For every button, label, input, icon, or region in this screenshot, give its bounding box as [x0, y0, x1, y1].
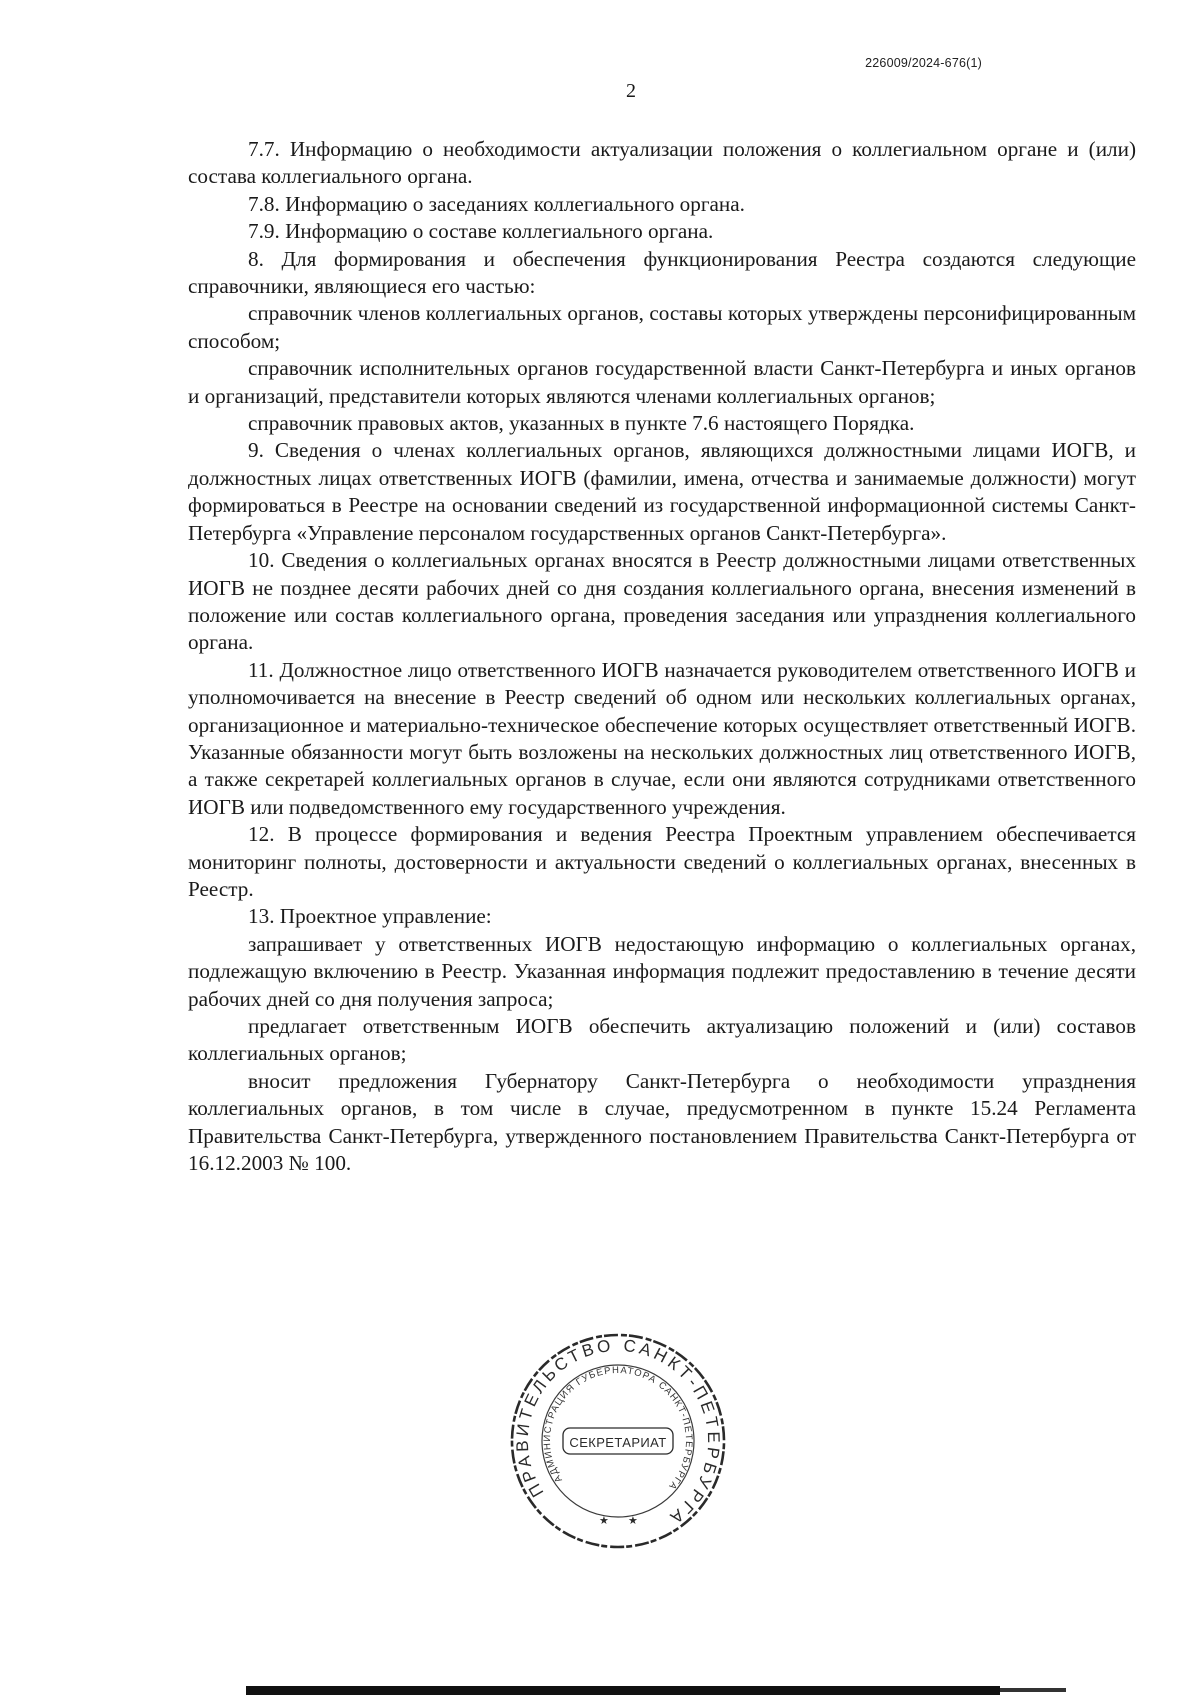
scan-edge-bar-thin	[1000, 1688, 1066, 1692]
document-number: 226009/2024-676(1)	[865, 56, 982, 70]
paragraph-13-list-item: предлагает ответственным ИОГВ обеспечить актуализацию положений и (или) составов коллегиальных органов;	[188, 1014, 1136, 1066]
paragraph-13-list-item: вносит предложения Губернатору Санкт-Петербурга о необходимости упразднения коллегиальных органов, в том числе в случае, предусмотренном в пункте 15.24 Регламента Правительства Санкт-Петербурга, утвержденного постановлением Правительства Санкт-Петербурга от 16.12.2003 № 100.	[188, 1068, 1136, 1176]
document-body	[188, 136, 1136, 1177]
official-seal-stamp	[507, 1330, 729, 1552]
paragraph-8: 8. Для формирования и обеспечения функционирования Реестра создаются следующие справочники, являющиеся его частью:	[188, 246, 1136, 299]
paragraph-13-list-item: запрашивает у ответственных ИОГВ недостающую информацию о коллегиальных органах, подлежащую включению в Реестр. Указанная информация подлежит предоставлению в течение десяти рабочих дней со дня получения запроса;	[188, 931, 1136, 1011]
stamp-center-text: СЕКРЕТАРИАТ	[569, 1435, 667, 1450]
paragraph-7-7: 7.7. Информацию о необходимости актуализации положения о коллегиальном органе и (или) состава коллегиального органа.	[188, 137, 1136, 189]
paragraph-7-8: 7.8. Информацию о заседаниях коллегиального органа.	[248, 191, 745, 216]
paragraph-7-9: 7.9. Информацию о составе коллегиального органа.	[248, 219, 714, 244]
paragraph-8-list-item: справочник правовых актов, указанных в пункте 7.6 настоящего Порядка.	[248, 411, 915, 436]
paragraph-13: 13. Проектное управление:	[248, 904, 492, 929]
paragraph-9: 9. Сведения о членах коллегиальных органов, являющихся должностными лицами ИОГВ, и должностных лицах ответственных ИОГВ (фамилии, имена, отчества и занимаемые должности) могут формироваться в Реестре на основании сведений из государственной информационной системы Санкт-Петербурга «Управление персоналом государственных органов Санкт-Петербурга».	[188, 438, 1136, 545]
paragraph-8-list-item: справочник исполнительных органов государственной власти Санкт-Петербурга и иных органов и организаций, представители которых являются членами коллегиальных органов;	[188, 356, 1136, 408]
stamp-inner-text: АДМИНИСТРАЦИЯ ГУБЕРНАТОРА САНКТ-ПЕТЕРБУРГА	[541, 1364, 695, 1493]
page-number: 2	[626, 80, 636, 102]
paragraph-12: 12. В процессе формирования и ведения Реестра Проектным управлением обеспечивается мониторинг полноты, достоверности и актуальности сведений о коллегиальных органах, внесенных в Реестр.	[188, 822, 1136, 901]
paragraph-10: 10. Сведения о коллегиальных органах вносятся в Реестр должностными лицами ответственных ИОГВ не позднее десяти рабочих дней со дня создания коллегиального органа, внесения изменений в положение или состав коллегиального органа, проведения заседания или упразднения коллегиального органа.	[188, 548, 1136, 655]
paragraph-8-list-item: справочник членов коллегиальных органов, составы которых утверждены персонифицированным способом;	[188, 301, 1136, 353]
paragraph-11: 11. Должностное лицо ответственного ИОГВ назначается руководителем ответственного ИОГВ и уполномочивается на внесение в Реестр сведений об одном или нескольких коллегиальных органах, организационное и материально-техническое обеспечение которых осуществляет ответственный ИОГВ. Указанные обязанности могут быть возложены на нескольких должностных лиц ответственного ИОГВ, а также секретарей коллегиальных органов в случае, если они являются сотрудниками ответственного ИОГВ или подведомственного ему государственного учреждения.	[188, 657, 1136, 819]
scan-edge-bar	[246, 1686, 1000, 1695]
stamp-outer-text: ПРАВИТЕЛЬСТВО САНКТ-ПЕТЕРБУРГА	[512, 1335, 724, 1530]
stamp-star-icon: ★	[599, 1515, 609, 1527]
stamp-star-icon: ★	[628, 1515, 638, 1527]
